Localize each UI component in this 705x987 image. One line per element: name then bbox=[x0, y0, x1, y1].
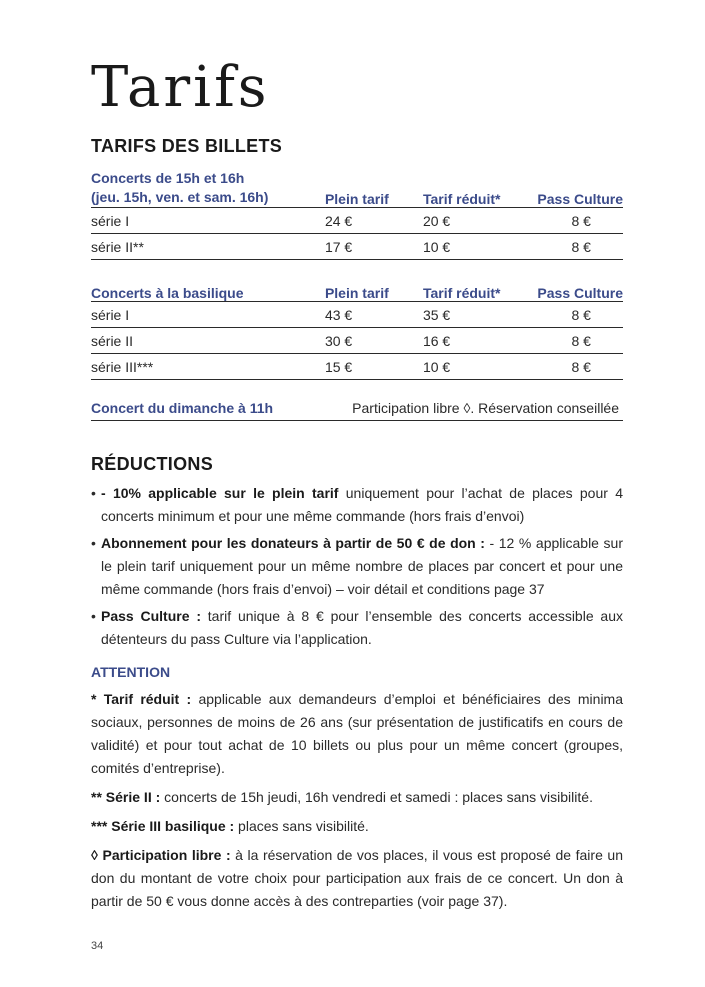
table-row bbox=[91, 354, 623, 380]
cell-serie: série II** bbox=[91, 234, 325, 260]
col-header-pass: Pass Culture bbox=[523, 279, 623, 302]
note-text: places sans visibilité. bbox=[234, 818, 369, 834]
concert-dimanche-label: Concert du dimanche à 11h bbox=[91, 400, 274, 416]
cell-reduit: 20 € bbox=[423, 208, 523, 234]
note-text: concerts de 15h jeudi, 16h vendredi et samedi : places sans visibilité. bbox=[160, 789, 593, 805]
table-row bbox=[91, 208, 623, 234]
table-row bbox=[91, 328, 623, 354]
cell-serie: série II bbox=[91, 328, 325, 354]
item-bold: Abonnement pour les donateurs à partir de 50 € de don : bbox=[101, 535, 485, 551]
table-row bbox=[91, 234, 623, 260]
item-text: tarif unique à 8 € pour l’ensemble des concerts accessible aux détenteurs du pass Culture via l’application. bbox=[101, 608, 623, 647]
note bbox=[91, 786, 623, 809]
cell-reduit: 10 € bbox=[423, 234, 523, 260]
cell-reduit: 16 € bbox=[423, 328, 523, 354]
page-title: Tarifs bbox=[91, 55, 270, 120]
page-number: 34 bbox=[91, 940, 104, 952]
note-bold: * Tarif réduit : bbox=[91, 691, 192, 707]
note-bold: *** Série III basilique : bbox=[91, 818, 235, 834]
col-header-reduit: Tarif réduit* bbox=[423, 279, 523, 302]
note bbox=[91, 844, 623, 913]
note-text: applicable aux demandeurs d’emploi et bénéficiaires des minima sociaux, personnes de moins de 26 ans (sur présentation de justificatifs en cours de validité) et pour tout achat de 10 billets ou plus pour un même concert (groupes, comités d’entreprise). bbox=[91, 691, 624, 776]
table-row bbox=[91, 302, 623, 328]
item-text: - 12 % applicable sur le plein tarif uniquement pour un même nombre de places par concert et pour une même commande (hors frais d’envoi) – voir détail et conditions page 37 bbox=[101, 535, 623, 597]
col-header-plein: Plein tarif bbox=[325, 167, 423, 208]
cell-pass: 8 € bbox=[523, 208, 623, 234]
attention-heading: ATTENTION bbox=[91, 664, 171, 680]
col-header-pass: Pass Culture bbox=[523, 167, 623, 208]
cell-plein: 24 € bbox=[325, 208, 423, 234]
cell-pass: 8 € bbox=[523, 302, 623, 328]
note bbox=[91, 815, 623, 838]
reductions-list bbox=[91, 482, 623, 655]
cell-pass: 8 € bbox=[523, 328, 623, 354]
table-header-basilique: Concerts à la basilique bbox=[91, 279, 325, 302]
col-header-reduit: Tarif réduit* bbox=[423, 167, 523, 208]
concert-dimanche-row bbox=[91, 398, 623, 421]
cell-pass: 8 € bbox=[523, 234, 623, 260]
cell-reduit: 10 € bbox=[423, 354, 523, 380]
cell-plein: 17 € bbox=[325, 234, 423, 260]
list-item bbox=[91, 482, 623, 528]
header-line-2: (jeu. 15h, ven. et sam. 16h) bbox=[91, 189, 269, 205]
col-header-plein: Plein tarif bbox=[325, 279, 423, 302]
cell-serie: série I bbox=[91, 302, 325, 328]
table-header-concerts bbox=[91, 167, 325, 208]
note-text: à la réservation de vos places, il vous est proposé de faire un don du montant de votre choix pour participation aux frais de ce concert. Un don à partir de 50 € vous donne accès à des contreparties (voir page 37). bbox=[91, 847, 623, 909]
cell-pass: 8 € bbox=[523, 354, 623, 380]
section-heading-billets: TARIFS DES BILLETS bbox=[91, 136, 283, 156]
attention-notes bbox=[91, 688, 623, 919]
list-item bbox=[91, 605, 623, 651]
item-text: uniquement pour l’achat de places pour 4 concerts minimum et pour une même commande (hors frais d’envoi) bbox=[101, 485, 623, 524]
section-heading-reductions: RÉDUCTIONS bbox=[91, 454, 214, 474]
cell-serie: série III*** bbox=[91, 354, 325, 380]
cell-plein: 30 € bbox=[325, 328, 423, 354]
item-bold: Pass Culture : bbox=[101, 608, 201, 624]
concert-dimanche-value: Participation libre ◊. Réservation conseillée bbox=[352, 400, 619, 416]
list-item bbox=[91, 532, 623, 601]
tarif-table-concerts-15h-16h bbox=[91, 167, 623, 260]
note bbox=[91, 688, 623, 780]
cell-plein: 15 € bbox=[325, 354, 423, 380]
tarif-table-basilique bbox=[91, 279, 623, 380]
cell-plein: 43 € bbox=[325, 302, 423, 328]
header-line-1: Concerts de 15h et 16h bbox=[91, 170, 245, 186]
cell-reduit: 35 € bbox=[423, 302, 523, 328]
cell-serie: série I bbox=[91, 208, 325, 234]
note-bold: ◊ Participation libre : bbox=[91, 847, 231, 863]
item-bold: - 10% applicable sur le plein tarif bbox=[101, 485, 339, 501]
note-bold: ** Série II : bbox=[91, 789, 161, 805]
